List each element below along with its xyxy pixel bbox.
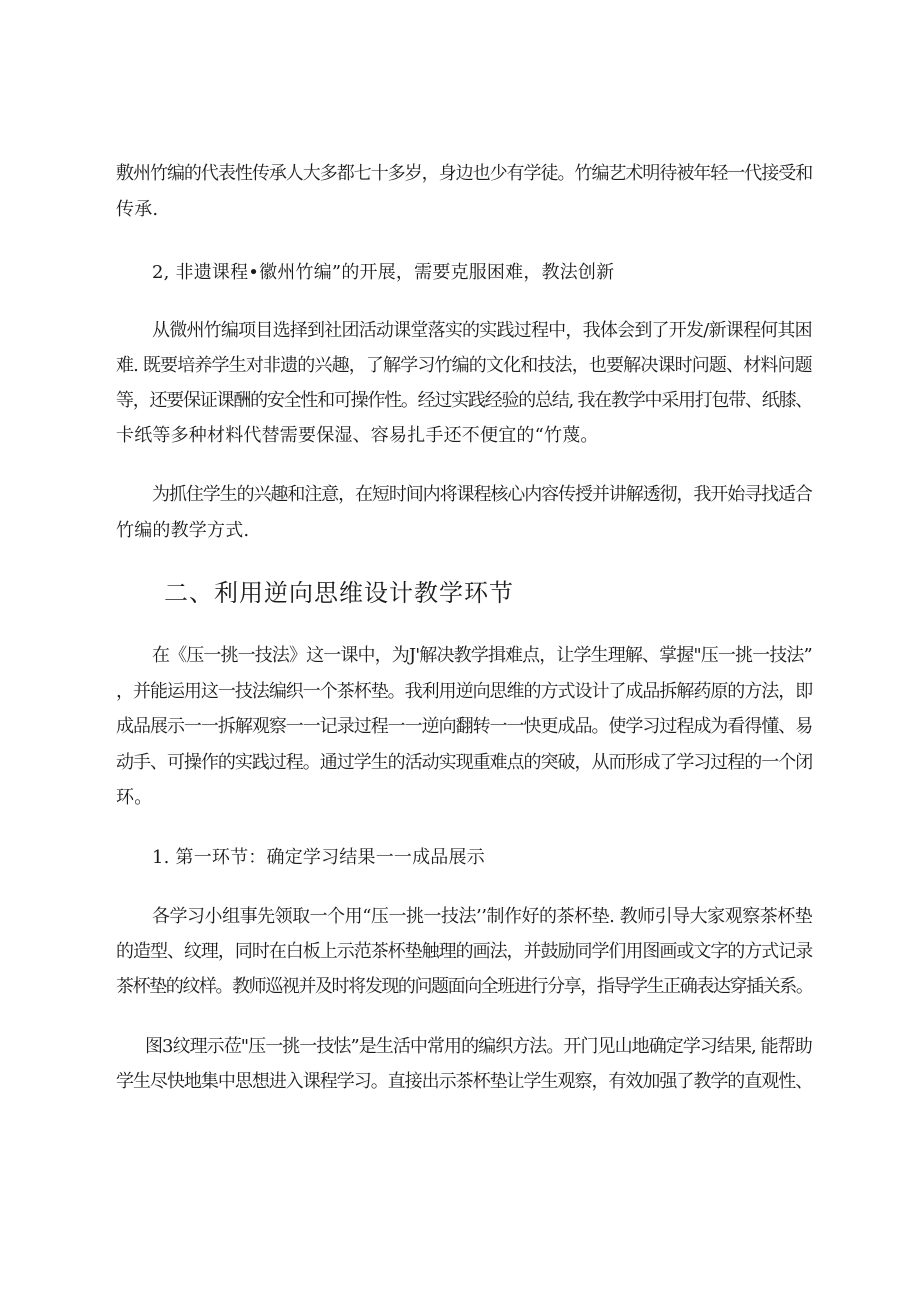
paragraph-line: 学生尽快地集中思想进入课程学习。直接出示茶杯垫让学生观察，有效加强了教学的直观性、 xyxy=(116,1071,813,1092)
section-heading: 二、利用逆向思维设计教学环节 xyxy=(164,579,514,607)
paragraph-line: 敷州竹编的代表性传承人大多都七十多岁，身边也少有学徒。竹编艺术明待被年轻一代接受和 xyxy=(116,163,813,184)
subheading: 1. 第一环节：确定学习结果一一成品展示 xyxy=(152,847,485,868)
paragraph-line: 各学习小组事先领取一个用“压一挑一技法’’制作好的茶杯垫. 教师引导大家观察茶杯垫 xyxy=(152,906,813,927)
paragraph-line: 图3纹理示莅"压一挑一技怯”是生活中常用的编织方法。开门见山地确定学习结果, 能帮助 xyxy=(145,1036,812,1057)
paragraph-line: 茶杯垫的纹样。教师巡视并及时将发现的问题面向全班进行分享，指导学生正确表达穿插关系。 xyxy=(116,976,813,997)
paragraph-line: 为抓住学生的兴趣和注意，在短时间内将课程核心内容传授并讲解透彻，我开始寻找适合 xyxy=(152,484,812,505)
paragraph-line: 的造型、纹理，同时在白板上示范茶杯垫触理的画法，并鼓励同学们用图画或文字的方式记录 xyxy=(116,941,813,962)
subheading: 2, 非遗课程•徽州竹编”的开展，需要克服困难，教法创新 xyxy=(152,262,615,283)
paragraph-line: 从微州竹编项目选择到社团活动课堂落实的实践过程中，我体会到了开发/新课程何其困 xyxy=(152,320,812,341)
paragraph-line: 竹编的教学方式. xyxy=(116,520,250,541)
paragraph-line: 环。 xyxy=(116,787,153,808)
paragraph-line: 卡纸等多种材料代替需要保湿、容易扎手还不便宜的“竹蔑。 xyxy=(116,425,599,446)
paragraph-line: 在《压一挑一技法》这一课中，为J'解决教学揖难点，让学生理解、掌握"压一挑一技法” xyxy=(152,645,812,666)
paragraph-line: 动手、可操作的实践过程。通过学生的活动实现重难点的突破，从而形成了学习过程的一个闭 xyxy=(116,752,813,773)
paragraph-line: 成品展示一一拆解观察一一记录过程一一逆向翻转一一快更成品。使学习过程成为看得懂、易 xyxy=(116,716,813,737)
paragraph-line: ，并能运用这一技法编织一个茶杯垫。我利用逆向思维的方式设计了成品拆解药原的方法，即 xyxy=(116,681,813,702)
paragraph-line: 传承. xyxy=(116,199,159,220)
paragraph-line: 等，还要保证课酬的安全性和可操作性。经过实践经验的总结, 我在教学中采用打包带、纸膝、 xyxy=(116,390,813,411)
paragraph-line: 难. 既要培养学生对非遗的兴趣，了解学习竹编的文化和技法，也要解决课时问题、材料问题 xyxy=(116,355,812,376)
